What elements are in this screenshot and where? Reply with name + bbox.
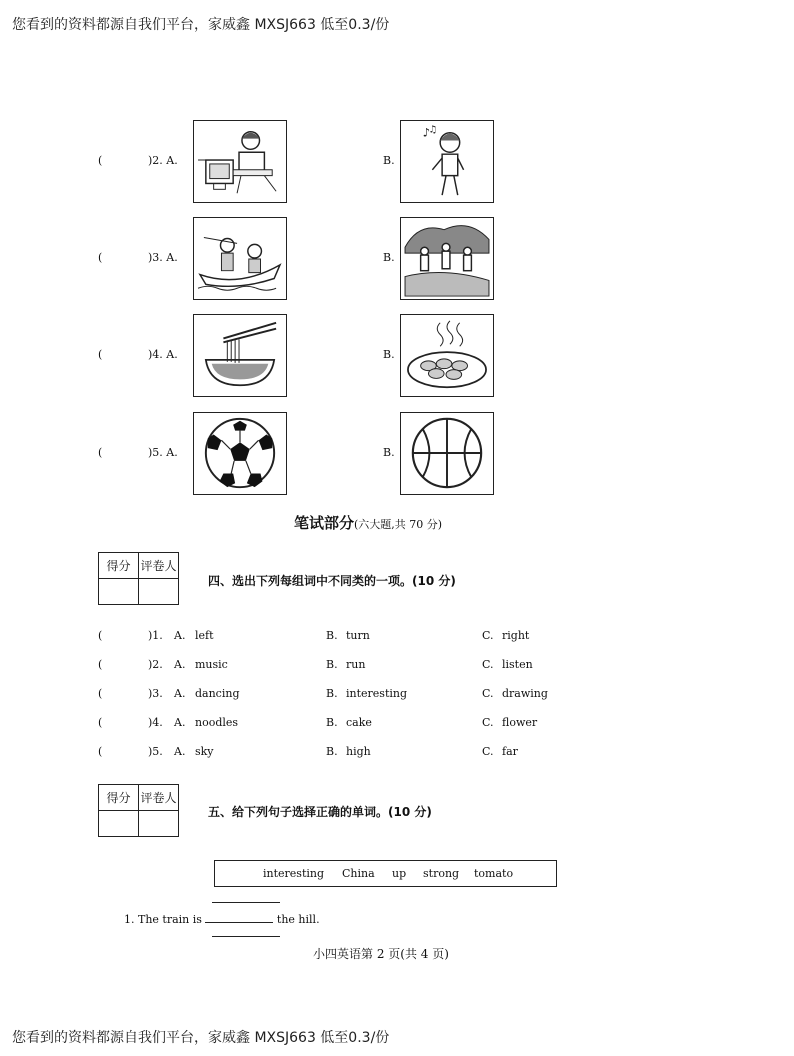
option-b-label: B.: [326, 745, 338, 758]
question-row: [98, 629, 618, 645]
option-c-word: flower: [502, 716, 538, 729]
word-bank-item: up: [392, 867, 407, 880]
option-c-label: C.: [482, 658, 494, 671]
paren-open: (: [98, 658, 103, 671]
svg-text:♪: ♪: [422, 125, 431, 140]
option-a-word: noodles: [195, 716, 239, 729]
picture-boy-music: [400, 120, 494, 203]
picture-noodles: [193, 314, 287, 397]
option-a-label: A.: [174, 629, 186, 642]
paren-open: (: [98, 745, 103, 758]
option-c-label: C.: [482, 629, 494, 642]
grader-header: 评卷人: [139, 785, 179, 811]
score-header: 得分: [99, 553, 139, 579]
score-header: 得分: [99, 785, 139, 811]
question-number: )2.: [148, 658, 163, 671]
section-title: [294, 512, 442, 533]
picture-taichi: [400, 217, 494, 300]
word-bank-item: interesting: [263, 867, 325, 880]
sentence-1: [124, 913, 320, 926]
option-a-word: left: [195, 629, 214, 642]
question-row: [98, 716, 618, 732]
picture-basketball: [400, 412, 494, 495]
score-cell[interactable]: [99, 579, 139, 605]
top-banner: 您看到的资料都源自我们平台，家威鑫 MXSJ663 低至0.3/份: [12, 17, 390, 33]
option-b-label: B.: [383, 251, 395, 264]
question-number: )4.: [148, 716, 163, 729]
question-row: [98, 658, 618, 674]
option-b-word: interesting: [346, 687, 408, 700]
option-a-label: A.: [174, 658, 186, 671]
item-number: )3. A.: [148, 251, 178, 264]
paren-open: (: [98, 629, 103, 642]
option-b-label: B.: [383, 154, 395, 167]
blank-line-top: [212, 902, 280, 903]
option-c-label: C.: [482, 687, 494, 700]
score-table: [98, 784, 179, 837]
option-c-label: C.: [482, 716, 494, 729]
option-b-label: B.: [326, 687, 338, 700]
picture-computer-user: [193, 120, 287, 203]
option-b-word: run: [346, 658, 366, 671]
option-b-label: B.: [326, 716, 338, 729]
option-c-word: listen: [502, 658, 533, 671]
paren-open: (: [98, 154, 103, 167]
paren-open: (: [98, 251, 103, 264]
option-b-label: B.: [383, 348, 395, 361]
option-c-word: drawing: [502, 687, 548, 700]
paren-open: (: [98, 687, 103, 700]
page-footer: 小四英语第 2 页(共 4 页): [313, 947, 449, 961]
grader-header: 评卷人: [139, 553, 179, 579]
option-c-word: right: [502, 629, 530, 642]
picture-boating: [193, 217, 287, 300]
option-a-label: A.: [174, 745, 186, 758]
option-b-label: B.: [326, 658, 338, 671]
option-a-label: A.: [174, 687, 186, 700]
score-table: [98, 552, 179, 605]
item-number: )2. A.: [148, 154, 178, 167]
section4-heading: 四、选出下列每组词中不同类的一项。(10 分): [208, 574, 456, 588]
written-subtitle: (六大题,共 70 分): [354, 518, 443, 531]
option-c-label: C.: [482, 745, 494, 758]
word-bank-item: China: [342, 867, 375, 880]
option-a-word: sky: [195, 745, 214, 758]
blank-line-bottom: [212, 936, 280, 937]
word-bank-item: strong: [423, 867, 460, 880]
item-number: )5. A.: [148, 446, 178, 459]
option-a-word: dancing: [195, 687, 240, 700]
paren-open: (: [98, 446, 103, 459]
grader-cell[interactable]: [139, 811, 179, 837]
score-cell[interactable]: [99, 811, 139, 837]
question-number: )3.: [148, 687, 163, 700]
word-bank-item: tomato: [474, 867, 514, 880]
option-c-word: far: [502, 745, 518, 758]
question-row: [98, 687, 618, 703]
option-b-word: turn: [346, 629, 370, 642]
option-b-label: B.: [383, 446, 395, 459]
question-number: )1.: [148, 629, 163, 642]
option-a-label: A.: [174, 716, 186, 729]
question-row: [98, 745, 618, 761]
picture-dumplings: [400, 314, 494, 397]
option-a-word: music: [195, 658, 228, 671]
sentence-1-start: 1. The train is: [124, 913, 202, 926]
word-bank: [214, 860, 557, 887]
written-title: 笔试部分: [294, 514, 355, 532]
svg-text:♫: ♫: [428, 124, 438, 136]
bottom-banner: 您看到的资料都源自我们平台，家威鑫 MXSJ663 低至0.3/份: [12, 1030, 390, 1046]
item-number: )4. A.: [148, 348, 178, 361]
question-number: )5.: [148, 745, 163, 758]
paren-open: (: [98, 716, 103, 729]
sentence-1-end: the hill.: [276, 913, 320, 926]
section5-heading: 五、给下列句子选择正确的单词。(10 分): [208, 805, 432, 819]
answer-blank[interactable]: [205, 922, 273, 923]
option-b-word: cake: [346, 716, 372, 729]
picture-football: [193, 412, 287, 495]
grader-cell[interactable]: [139, 579, 179, 605]
option-b-label: B.: [326, 629, 338, 642]
paren-open: (: [98, 348, 103, 361]
option-b-word: high: [346, 745, 371, 758]
